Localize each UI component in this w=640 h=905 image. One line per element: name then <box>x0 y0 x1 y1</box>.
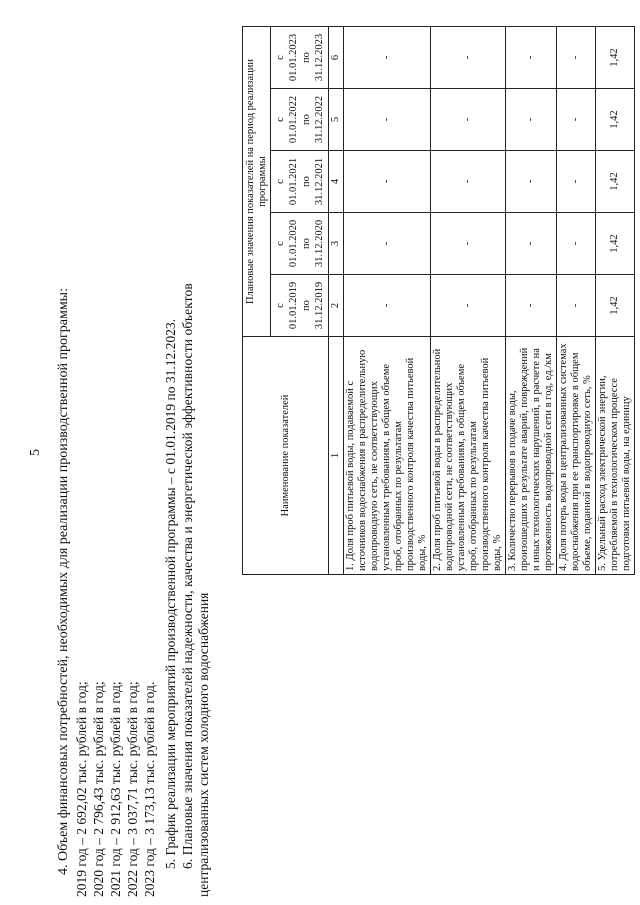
indicator-name: 2. Доля проб питьевой воды в распределительной водопроводной сети, не соответствующих установленным требованиям, в общем объеме проб, отобранных по результатам производственного контроля качества питьевой воды, % <box>431 337 506 575</box>
period-header-4-l4: 31.12.2022 <box>313 95 325 144</box>
period-header-3-l1: с <box>274 179 286 184</box>
indicator-value: 1,42 <box>596 213 635 275</box>
indicator-value: - <box>557 89 596 151</box>
header-indicator-name: Наименование показателей <box>243 337 329 575</box>
indicator-value: - <box>506 27 557 89</box>
indicator-value: - <box>431 213 506 275</box>
indicator-value: 1,42 <box>596 27 635 89</box>
period-header-1 <box>271 275 329 337</box>
column-number: 3 <box>329 213 344 275</box>
indicator-value: - <box>344 275 431 337</box>
table-row <box>431 27 506 575</box>
indicator-value: 1,42 <box>596 275 635 337</box>
period-header-2-l3: по <box>300 238 312 249</box>
column-number: 4 <box>329 151 344 213</box>
indicator-value: - <box>506 213 557 275</box>
indicator-value: - <box>344 213 431 275</box>
indicator-name: 5. Удельный расход электрической энергии, потребляемой в технологическом процессе подготовки питьевой воды, на единицу <box>596 337 635 575</box>
column-number: 5 <box>329 89 344 151</box>
indicator-value: - <box>506 275 557 337</box>
period-header-5-l1: с <box>274 55 286 60</box>
period-header-4 <box>271 89 329 151</box>
indicator-value: - <box>344 89 431 151</box>
section-4-heading: 4. Объем финансовых потребностей, необходимых для реализации производственной программы: <box>56 288 71 875</box>
financing-year-2022: 2022 год – 3 037,71 тыс. рублей в год; <box>125 681 140 897</box>
period-header-3-l4: 31.12.2021 <box>313 157 325 206</box>
indicator-value: - <box>431 27 506 89</box>
indicator-value: - <box>557 213 596 275</box>
column-number-row <box>329 27 344 575</box>
indicator-value: - <box>431 275 506 337</box>
indicator-rows <box>344 27 635 575</box>
table-row <box>557 27 596 575</box>
financing-year-2019: 2019 год – 2 692,02 тыс. рублей в год; <box>74 681 89 897</box>
period-header-5 <box>271 27 329 89</box>
period-header-1-l3: по <box>300 300 312 311</box>
header-planned-values-line-2: программы <box>256 156 268 207</box>
period-header-5-l2: 01.01.2023 <box>287 33 299 82</box>
period-header-5-l4: 31.12.2023 <box>313 33 325 82</box>
indicator-value: - <box>344 27 431 89</box>
period-header-4-l1: с <box>274 117 286 122</box>
column-number: 1 <box>329 337 344 575</box>
period-header-1-l4: 31.12.2019 <box>313 281 325 330</box>
indicator-value: - <box>557 151 596 213</box>
table-row <box>506 27 557 575</box>
indicator-name: 1. Доля проб питьевой воды, подаваемой с источников водоснабжения в распределительную водопроводную сеть, не соответствующих установленным требованиям, в общем объеме проб, отобранных по результатам производственного контроля качества питьевой воды, % <box>344 337 431 575</box>
table-row <box>344 27 431 575</box>
indicator-value: - <box>431 89 506 151</box>
section-5-schedule: 5. График реализации мероприятий производственной программы – с 01.01.2019 по 31.12.2023. <box>163 318 178 869</box>
indicator-value: - <box>431 151 506 213</box>
column-number: 6 <box>329 27 344 89</box>
period-header-1-l2: 01.01.2019 <box>287 281 299 330</box>
indicator-value: - <box>557 275 596 337</box>
indicator-value: 1,42 <box>596 151 635 213</box>
indicator-name: 4. Доля потерь воды в централизованных системах водоснабжения при ее транспортировке в общем объеме, поданной в водопроводную сеть, % <box>557 337 596 575</box>
period-header-3-l3: по <box>300 176 312 187</box>
indicator-value: - <box>344 151 431 213</box>
indicator-value: 1,42 <box>596 89 635 151</box>
column-number: 2 <box>329 275 344 337</box>
financing-year-2020: 2020 год – 2 796,43 тыс. рублей в год; <box>91 681 106 897</box>
indicators-table <box>242 26 635 575</box>
period-header-2-l2: 01.01.2020 <box>287 219 299 268</box>
page-number: 5 <box>28 449 43 456</box>
period-header-4-l2: 01.01.2022 <box>287 95 299 144</box>
table-row <box>596 27 635 575</box>
period-header-5-l3: по <box>300 52 312 63</box>
period-header-3-l2: 01.01.2021 <box>287 157 299 206</box>
period-header-4-l3: по <box>300 114 312 125</box>
indicator-value: - <box>506 151 557 213</box>
indicator-value: - <box>506 89 557 151</box>
indicator-name: 3. Количество перерывов в подаче воды, произошедших в результате аварий, повреждений и иных технологических нарушений, в расчете на протяженность водопроводной сети в год, ед./км <box>506 337 557 575</box>
financing-year-2021: 2021 год – 2 912,63 тыс. рублей в год; <box>108 681 123 897</box>
period-header-2 <box>271 213 329 275</box>
indicator-value: - <box>557 27 596 89</box>
section-6-line-1: 6. Плановые значения показателей надежности, качества и энергетической эффективности объектов <box>180 283 195 869</box>
header-planned-values-line-1: Плановые значения показателей на период реализации <box>244 59 256 304</box>
period-header-2-l4: 31.12.2020 <box>313 219 325 268</box>
period-header-2-l1: с <box>274 241 286 246</box>
section-6-line-2: централизованных систем холодного водоснабжения <box>196 592 211 897</box>
financing-year-2023: 2023 год – 3 173,13 тыс. рублей в год. <box>142 681 157 897</box>
period-header-3 <box>271 151 329 213</box>
period-header-1-l1: с <box>274 303 286 308</box>
indicators-table-wrapper <box>242 26 635 575</box>
header-planned-values <box>243 27 271 337</box>
